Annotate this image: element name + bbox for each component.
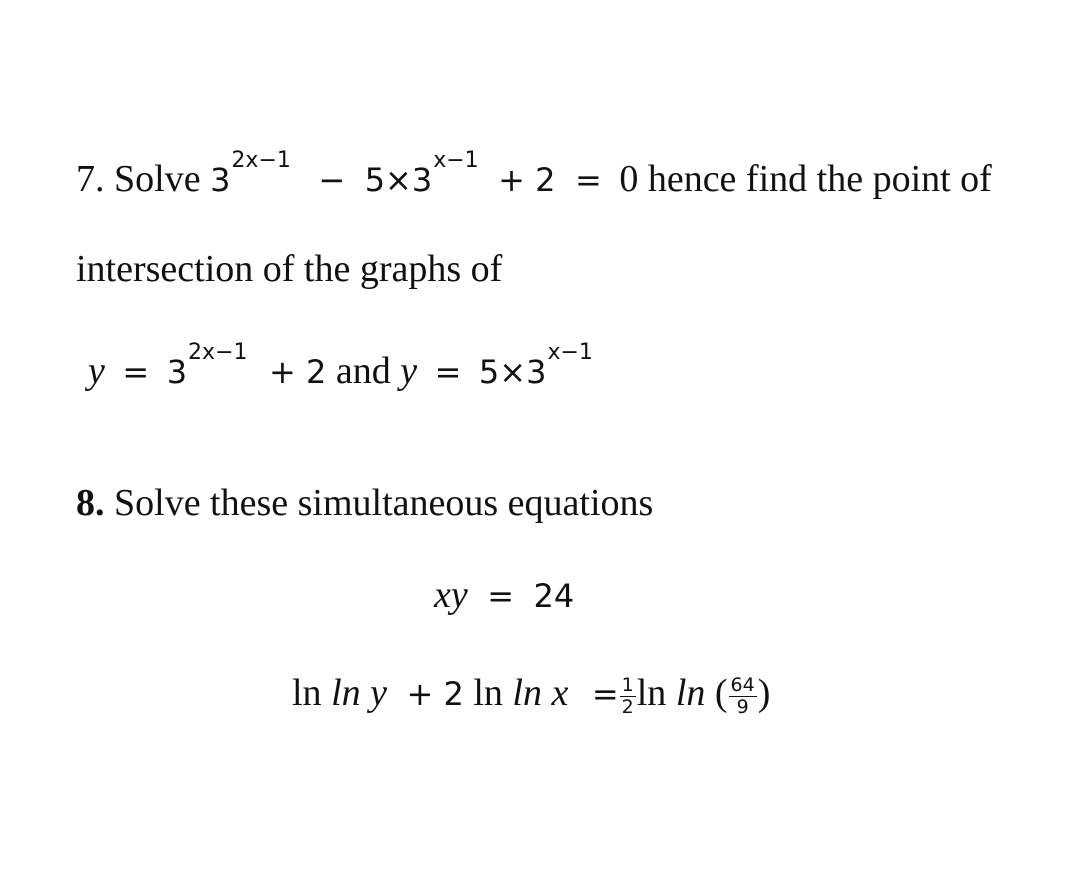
q7-line3 <box>88 340 593 392</box>
q7-solve-word: Solve <box>114 158 201 200</box>
q8-equation-1 <box>434 576 574 614</box>
q7-equals: = <box>575 161 602 199</box>
q7-and: and <box>335 350 391 392</box>
q8-eq2-ln-1: ln <box>292 672 322 714</box>
q7-tail-text: 0 hence find the point of <box>619 158 992 200</box>
q8-eq1-lhs: xy <box>434 574 468 616</box>
q7-minus: − <box>318 161 346 199</box>
q8-eq2-64-9-fraction <box>729 673 757 718</box>
q8-eq2-fraction-numerator: 64 <box>730 673 755 696</box>
q8-eq2-half-numerator: 1 <box>621 673 634 696</box>
q8-eq2-fraction-denominator: 9 <box>736 695 749 718</box>
q8-eq2-paren-close: ) <box>757 672 771 714</box>
q8-eq2-ln-italic-3: ln <box>675 672 706 714</box>
q8-eq2-half-denominator: 2 <box>621 695 634 718</box>
q7-plus-two-3: + 2 <box>269 353 327 391</box>
q8-eq1-rhs: 24 <box>533 577 575 615</box>
q7-line1 <box>76 148 992 200</box>
q8-eq2-plus-two: + 2 <box>406 675 464 713</box>
q8-eq2-y: y <box>370 672 387 714</box>
q7-equals-1: = <box>122 353 150 391</box>
q7-intersection-text: intersection of the graphs of <box>76 248 503 290</box>
q8-eq2-ln-italic-1: ln <box>331 672 361 714</box>
q7-coefficient-3: 5×3 <box>478 353 547 391</box>
q8-title: Solve these simultaneous equations <box>114 482 654 524</box>
q7-exponent-1: 2x−1 <box>231 148 291 173</box>
q7-equals-2: = <box>434 353 462 391</box>
q8-eq1-equals: = <box>487 577 515 615</box>
q8-heading <box>76 484 653 522</box>
q7-y-var-1: y <box>88 350 105 392</box>
q7-base-3: 3 <box>166 353 188 391</box>
q8-eq2-ln-3: ln <box>636 672 667 714</box>
q8-eq2-ln-2: ln <box>473 672 503 714</box>
q7-y-var-2: y <box>400 350 418 392</box>
q8-eq2-paren-open: ( <box>714 672 728 714</box>
q8-eq2-half-fraction <box>620 673 636 718</box>
q7-exponent-3: 2x−1 <box>188 340 248 365</box>
q7-coefficient: 5×3 <box>364 161 433 199</box>
q8-number: 8. <box>76 482 105 524</box>
q8-equation-2 <box>292 674 770 717</box>
q7-number: 7. <box>76 158 105 200</box>
q7-plus-two: + 2 <box>498 161 556 199</box>
q8-eq2-ln-italic-2: ln <box>512 672 542 714</box>
q7-exponent-2: x−1 <box>433 148 479 173</box>
q7-line2 <box>76 250 502 288</box>
q8-eq2-equals: = <box>591 675 619 713</box>
q8-eq2-x: x <box>551 672 569 714</box>
q7-base: 3 <box>210 161 231 199</box>
q7-exponent-4: x−1 <box>547 340 593 365</box>
